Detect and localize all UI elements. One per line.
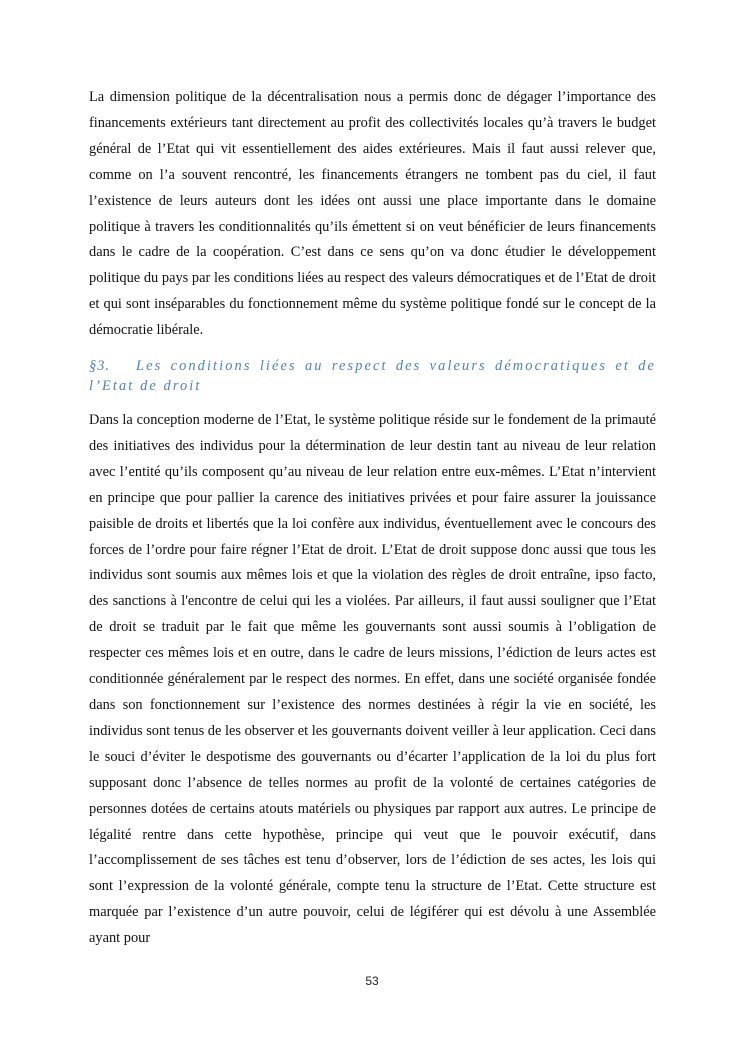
- section-title: Les conditions liées au respect des valeurs démocratiques et de l’Etat de droit: [89, 358, 656, 394]
- body-paragraph-2: Dans la conception moderne de l’Etat, le système politique réside sur le fondement de la primauté des initiatives des individus pour la détermination de leur destin tant au niveau de leur relation avec l’entité qu’ils composent qu’au niveau de leur relation entre eux-mêmes. L’Etat n’intervient en principe que pour pallier la carence des initiatives privées et pour faire assurer la jouissance paisible de droits et libertés que la loi confère aux individus, éventuellement avec le concours des forces de l’ordre pour faire régner l’Etat de droit. L’Etat de droit suppose donc aussi que tous les individus sont soumis aux mêmes lois et que la violation des règles de droit entraîne, ipso facto, des sanctions à l'encontre de celui qui les a violées. Par ailleurs, il faut aussi souligner que l’Etat de droit se traduit par le fait que même les gouvernants sont aussi soumis à l’obligation de respecter ces mêmes lois et en outre, dans le cadre de leurs missions, l’édiction de leurs actes est conditionnée généralement par le respect des normes. En effet, dans une société organisée fondée dans son fonctionnement sur l’existence des normes destinées à régir la vie en société, les individus sont tenus de les observer et les gouvernants doivent veiller à leur application. Ceci dans le souci d’éviter le despotisme des gouvernants ou d’écarter l’application de la loi du plus fort supposant donc l’absence de telles normes au profit de la volonté de certaines catégories de personnes dotées de certains atouts matériels ou physiques par rapport aux autres. Le principe de légalité rentre dans cette hypothèse, principe qui veut que le pouvoir exécutif, dans l’accomplissement de ses tâches est tenu d’observer, lors de l’édiction de ses actes, les lois qui sont l’expression de la volonté générale, compte tenu la structure de l’Etat. Cette structure est marquée par l’existence d’un autre pouvoir, celui de légiférer qui est dévolu à une Assemblée ayant pour: [89, 412, 656, 947]
- section-number: §3.: [89, 358, 110, 374]
- section-heading: [89, 356, 656, 396]
- body-paragraph-1: La dimension politique de la décentralisation nous a permis donc de dégager l’importance des financements extérieurs tant directement au profit des collectivités locales qu’à travers le budget général de l’Etat qui vit essentiellement des aides extérieures. Mais il faut aussi relever que, comme on l’a souvent rencontré, les financements étrangers ne tombent pas du ciel, il faut l’existence de leurs auteurs dont les idées ont aussi une place importante dans le domaine politique à travers les conditionnalités qu’ils émettent si on veut bénéficier de leurs financements dans le cadre de la coopération. C’est dans ce sens qu’on va donc étudier le développement politique du pays par les conditions liées au respect des valeurs démocratiques et de l’Etat de droit et qui sont inséparables du fonctionnement même du système politique fondé sur le concept de la démocratie libérale.: [89, 89, 656, 339]
- page-number: 53: [365, 974, 379, 988]
